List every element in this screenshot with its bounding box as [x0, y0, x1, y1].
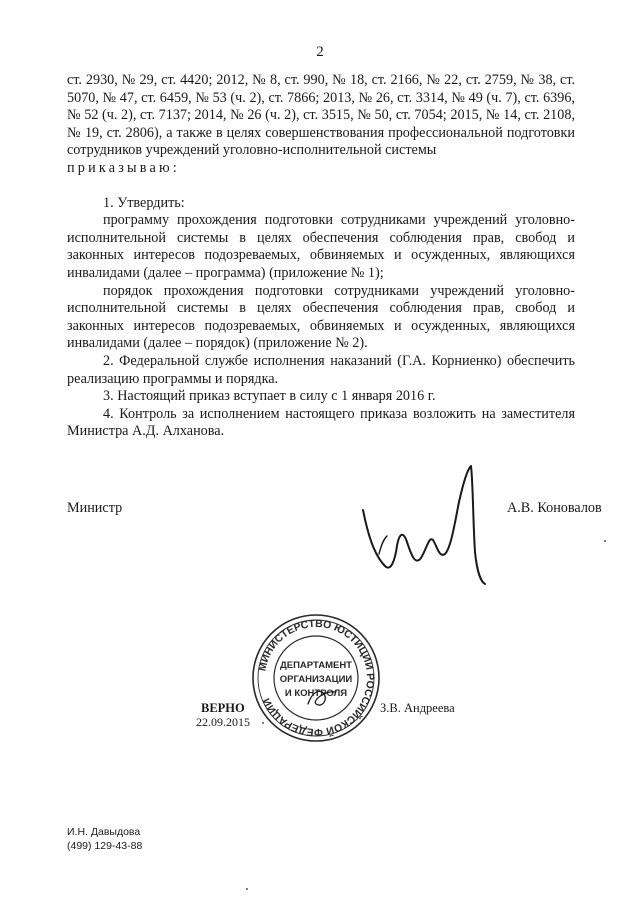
handwritten-signature [355, 462, 495, 590]
order-keyword: приказываю: [67, 159, 180, 176]
svg-text:ДЕПАРТАМЕНТ: ДЕПАРТАМЕНТ [280, 660, 352, 671]
clause-3: 3. Настоящий приказ вступает в силу с 1 января 2016 г. [103, 388, 436, 405]
svg-text:МИНИСТЕРСТВО ЮСТИЦИИ РОССИЙСКО: МИНИСТЕРСТВО ЮСТИЦИИ РОССИЙСКОЙ ФЕДЕРАЦИИ [256, 617, 377, 739]
document-body [67, 72, 575, 441]
clause-2: 2. Федеральной службе исполнения наказаний (Г.А. Корниенко) обеспечить реализацию программы и порядка. [67, 352, 575, 387]
official-stamp [250, 612, 382, 744]
svg-text:И КОНТРОЛЯ: И КОНТРОЛЯ [284, 688, 348, 699]
contact-block [67, 825, 142, 853]
clause-1-heading: 1. Утвердить: [103, 194, 185, 211]
contact-name: И.Н. Давыдова [67, 826, 141, 838]
verifier-name: З.В. Андреева [380, 701, 455, 715]
certification-date: 22.09.2015 [196, 715, 250, 729]
certification-label: ВЕРНО [201, 701, 245, 715]
contact-phone: (499) 129-43-88 [67, 840, 143, 852]
clause-1-procedure: порядок прохождения подготовки сотрудниками учреждений уголовно-исполнительной системы в целях обеспечения соблюдения прав, свобод и законных интересов подозреваемых, обвиняемых и осужденных, являющихся инвалидами (далее – порядок) (приложение № 2). [67, 282, 575, 352]
preamble-paragraph: ст. 2930, № 29, ст. 4420; 2012, № 8, ст. 990, № 18, ст. 2166, № 22, ст. 2759, № 38, ст. 5070, № 47, ст. 6459, № 53 (ч. 2), ст. 7866; 2013, № 26, ст. 3314, № 49 (ч. 7), ст. 6396, № 52 (ч. 2), ст. 7137; 2014, № 26 (ч. 2), ст. 3515, № 50, ст. 7054; 2015, № 14, ст. 2108, № 19, ст. 2806), а также в целях совершенствования профессиональной подготовки сотрудников учреждений уголовно-исполнительной системы [67, 72, 575, 159]
page-number: 2 [316, 44, 324, 60]
clause-1-program: программу прохождения подготовки сотрудниками учреждений уголовно-исполнительной системы в целях обеспечения соблюдения прав, свобод и законных интересов подозреваемых, обвиняемых и осужденных, являющихся инвалидами (далее – программа) (приложение № 1); [67, 212, 575, 281]
minister-name: А.В. Коновалов [507, 500, 602, 516]
minister-title: Министр [67, 500, 123, 516]
clause-4: 4. Контроль за исполнением настоящего приказа возложить на заместителя Министра А.Д. Алханова. [67, 405, 575, 440]
svg-text:ОРГАНИЗАЦИИ: ОРГАНИЗАЦИИ [279, 674, 353, 685]
